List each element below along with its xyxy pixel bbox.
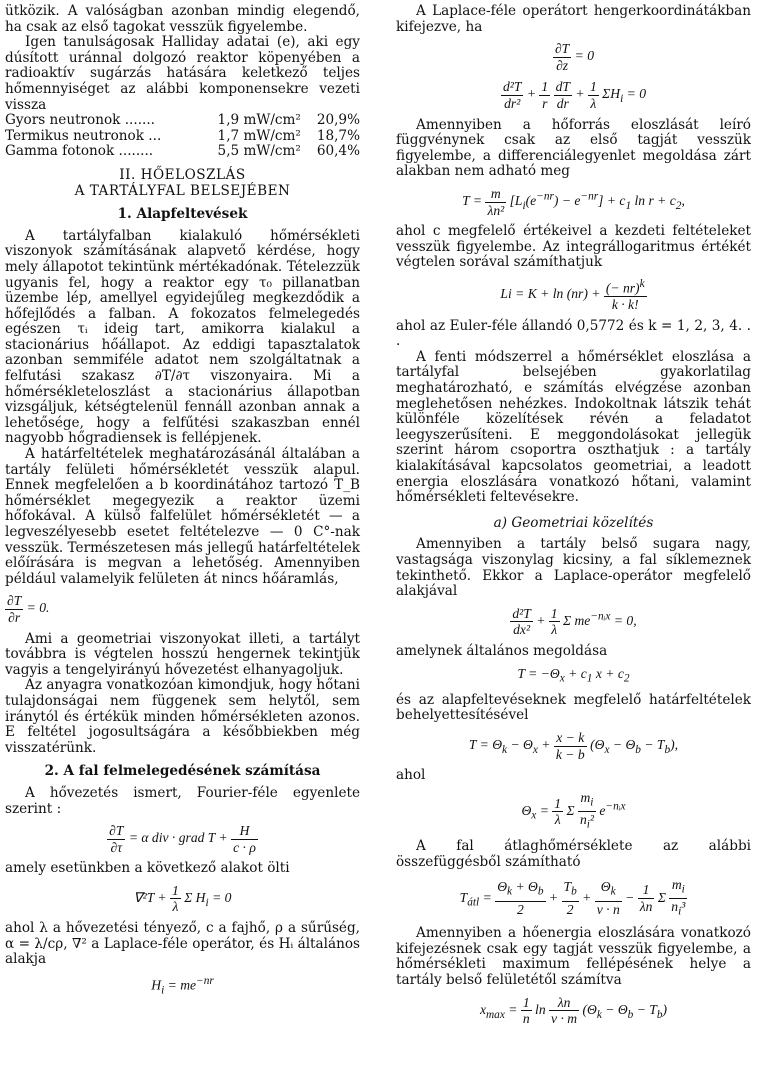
paragraph: és az alapfeltevéseknek megfelelő határfeltételek behelyettesítésével (396, 691, 751, 724)
paragraph: amely esetünkben a következő alakot ölti (5, 860, 290, 877)
component-name: Gyors neutronok ....... (5, 112, 155, 129)
paragraph: Az anyagra vonatkozóan kimondjuk, hogy hőtani tulajdonságai nem függenek sem helytől, sem iránytól és értékük minden hőmérsékleten azonos. E feltétel jogosultságára a későbbiekben még visszatérünk. (5, 677, 360, 756)
paragraph: ahol az Euler-féle állandó 0,5772 és k = 1, 2, 3, 4. . . (396, 317, 751, 350)
paragraph: Amennyiben a tartály belső sugara nagy, vastagsága viszonylag kicsiny, a fal síklemeznek tekinthető. Ekkor a Laplace-operátor megfelelő alakjával (396, 536, 751, 600)
equation: $\frac{\partial T}{\partial z}$ = 0 (554, 41, 595, 73)
equation: $H_i = me^{-nr}$ (151, 974, 214, 997)
subsection-heading: 1. Alapfeltevések (117, 206, 248, 223)
section-heading (5, 168, 360, 199)
component-value: 1,7 mW/cm² (217, 127, 301, 144)
paragraph: A fal átlaghőmérséklete az alábbi összefüggésből számítható (396, 838, 751, 870)
paragraph: ahol c megfelelő értékeivel a kezdeti feltételeket vesszük figyelembe. Az integrállogaritmus értékét végtelen sorával számíthatjuk (396, 223, 751, 271)
table-row (5, 129, 360, 145)
equation: $\Theta_x$ = $\frac{1}{\lambda}$ Σ $\frac{m_i}{n_i^2}$ $e^{-nᵢx}$ (521, 789, 626, 831)
paragraph: A tartályfalban kialakuló hőmérsékleti viszonyok számításának alapvető kérdése, hogy mely állapotot tekintünk mértékadónak. Tételezzük ugyanis fel, hogy a reaktor egy τ₀ pillanatban üzembe lép, amellyel egyidejűleg megkezdődik a hőfejlődés a falban. A fokozatos felmelegedés egészen τᵢ ideig tart, amikorra kialakul a stacionárius hőállapot. Az eddigi tapasztalatok azonban semmiféle adatot nem szolgáltatnak a felfutási szakasz ∂T/∂τ viszonyaira. Mi a hőmérsékleteloszlást a stacionárius állapotban vizsgáljuk, kétségtelenül fennáll azonban annak a lehetősége, hogy a felfűtési szakaszban ennél nagyobb hőgradiensek is fellépjenek. (5, 227, 360, 447)
paragraph: ahol (396, 767, 426, 784)
equation: $\frac{\text{d²T}}{\text{dr²}}$ + $\frac{1}{r}$ $\frac{dT}{dr}$ + $\frac{1}{\lambda}$ $\Sigma H_i = 0$ (503, 79, 646, 111)
paragraph: ahol λ a hővezetési tényező, c a fajhő, ρ a sűrűség, α = λ/cρ, ∇² a Laplace-féle operátor, és Hᵢ általános alakja (5, 920, 360, 968)
table-row (5, 113, 360, 129)
equation: Li = K + ln (nr) + $\frac{(- nr)^k}{k \cdot k!}$ (500, 277, 645, 313)
right-column (396, 4, 751, 1033)
paragraph: A hővezetés ismert, Fourier-féle egyenlete szerint : (5, 784, 360, 817)
paragraph: A Laplace-féle operátort hengerkoordinátákban kifejezve, ha (396, 3, 751, 35)
section-heading-line: II. HŐELOSZLÁS (119, 166, 246, 183)
paragraph: ütközik. A valóságban azonban mindig elegendő, ha csak az első tagokat vesszük figyelembe. (5, 3, 360, 35)
equation: $\frac{\partial T}{\partial r}$ = 0. (7, 593, 50, 625)
equation: ∇²T + $\frac{1}{\lambda}$ Σ $H_i = 0$ (133, 882, 232, 915)
component-value: 1,9 mW/cm² (217, 112, 301, 129)
equation: $T = \Theta_k - \Theta_x$ + $\frac{x - k}{k - b}$ $(\Theta_x - \Theta_b - T_b)$, (468, 730, 679, 762)
subsection-heading: a) Geometriai közelítés (493, 514, 654, 531)
component-name: Gamma fotonok ........ (5, 143, 154, 160)
component-percent: 18,7% (316, 127, 360, 144)
component-value: 5,5 mW/cm² (217, 143, 301, 160)
equation: $T_{átl}$ = $\frac{\Theta_k + \Theta_b}{2}$ + $\frac{T_b}{2}$ + $\frac{\Theta_k}{v \cdot n}$ − $\frac{1}{\lambda n}$ Σ $\frac{m_i}{n_i^3}$ (459, 876, 686, 918)
radiation-components-table (5, 113, 360, 160)
paragraph: A határfeltételek meghatározásánál általában a tartály felületi hőmérsékletét vesszük alapul. Ennek megfelelően a b koordinátához tartozó T_B hőmérséklet megegyezik a reaktor üzemi hőfokával. A külső falfelület hőmérsékletét — a legveszélyesebb esetet feltételezve — 0 C°-nak vesszük. Természetesen más jellegű határfeltételek előírására is megvan a lehetőség. Amennyiben például valamelyik felületen át nincs hőáramlás, (5, 446, 360, 587)
equation: T = $\frac{m}{\text{λn²}}$ $[L_i(e^{-nr}) - e^{-nr}] + c_1$ $\ln r + c_2$, (462, 185, 685, 218)
equation: $T = -\Theta_x + c_1$ $x + c_2$ (517, 665, 630, 685)
section-heading-line: A TARTÁLYFAL BELSEJÉBEN (74, 182, 291, 199)
paragraph: amelynek általános megoldása (396, 642, 608, 659)
left-column (5, 4, 360, 1005)
paragraph: Igen tanulságosak Halliday adatai (e), aki egy dúsított uránnal dolgozó reaktor köpenyében a radioaktív sugárzás hatására keletkező teljes hőmennyiséget az alábbi komponensekre vezeti vissza (5, 34, 360, 113)
paragraph: Amennyiben a hőenergia eloszlására vonatkozó kifejezésnek csak egy tagját vesszük figyelembe, a hőmérsékleti maximum fellépésének helye a tartály belső felületétől számítva (396, 925, 751, 988)
component-name: Termikus neutronok ... (5, 127, 162, 144)
paragraph: Amennyiben a hőforrás eloszlását leíró függvénynek csak az első tagját vesszük figyelembe, a differenciálegyenlet megoldása zárt alakban nem adható meg (396, 116, 751, 180)
equation: $\frac{\text{d²T}}{\text{dx²}}$ + $\frac{1}{\lambda}$ Σ $me^{-nᵢx} = 0$, (512, 605, 637, 638)
component-percent: 20,9% (316, 112, 360, 129)
table-row (5, 144, 360, 160)
paragraph: A fenti módszerrel a hőmérséklet eloszlása a tartályfal belsejében gyakorlatilag meghatározható, e számítás elvégzése azonban meglehetősen nehézkes. Indokoltnak látszik tehát különféle közelítések révén a feladatot leegyszerűsíteni. E meggondolásokat jellegük szerint három csoportra oszthatjuk : a tartály kialakításával kapcsolatos geometriai, a leadott energia eloszlására vonatkozó hőtani, valamint hőmérsékleti feltevésekre. (396, 348, 751, 506)
equation: $\frac{\partial T}{\partial\tau}$ = α div · grad T + $\frac{H}{c \cdot \rho}$ (109, 823, 256, 855)
paragraph: Ami a geometriai viszonyokat illeti, a tartályt továbbra is végtelen hosszú hengernek tekintjük vagyis a tengelyirányú hővezetést elhanyagoljuk. (5, 630, 360, 678)
equation: $x_{max}$ = $\frac{1}{n}$ ln $\frac{\lambda n}{v \cdot m}$ $(\Theta_k - \Theta_b - T_b)$ (479, 994, 668, 1027)
component-percent: 60,4% (316, 143, 360, 160)
subsection-heading: 2. A fal felmelegedésének számítása (44, 763, 321, 780)
